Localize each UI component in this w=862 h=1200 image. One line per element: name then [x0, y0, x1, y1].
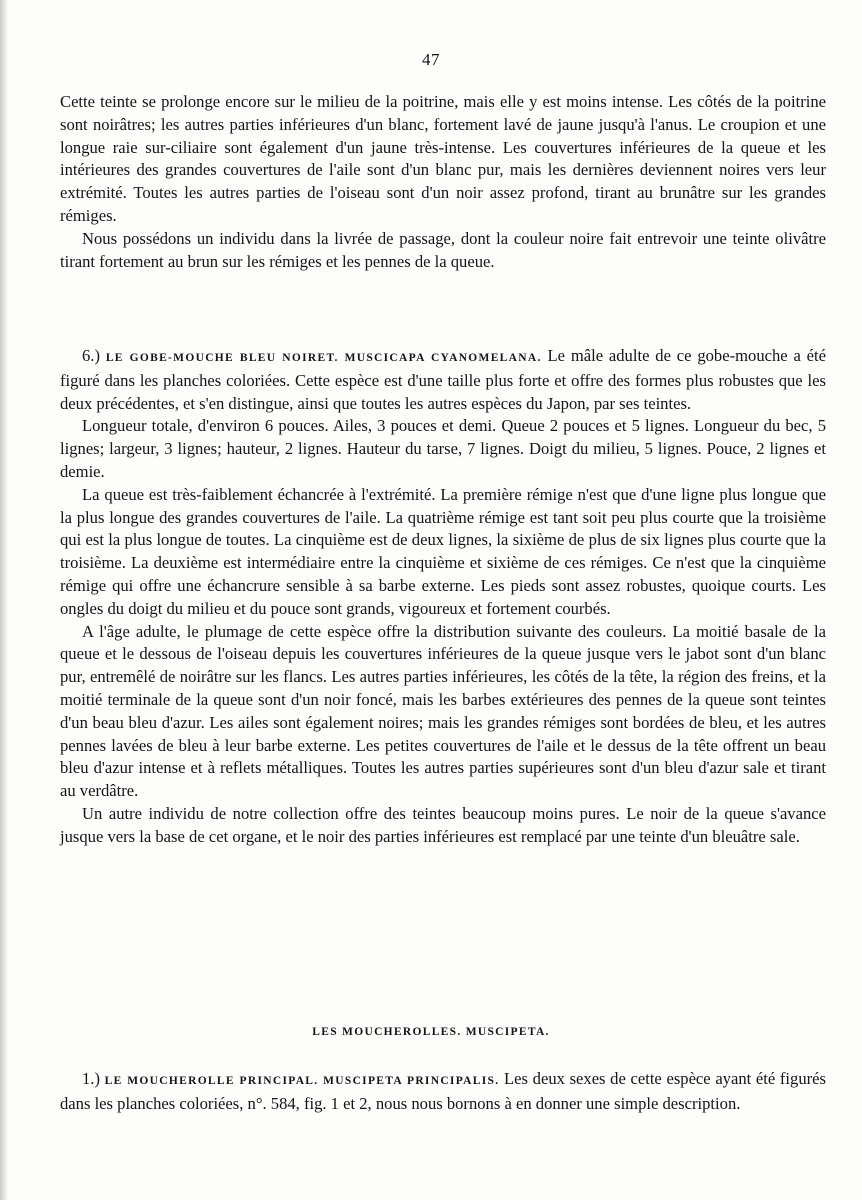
page-number: 47 — [422, 50, 440, 69]
continued-description — [60, 91, 826, 273]
species-number: 1.) — [82, 1069, 100, 1088]
species-common-name: LE GOBE-MOUCHE BLEU NOIRET. — [105, 352, 339, 364]
tail-wing-paragraph: La queue est très-faiblement échancrée à l'extrémité. La première rémige n'est que d'une ligne plus longue que la plus longue des grandes couvertures de l'aile. La quatrième rémige est tant soit peu plus courte que la troisième qui est la plus longue de toutes. La cinquième est de deux lignes, la sixième de plus de six lignes plus courte que la troisième. La deuxième est intermédiaire entre la cinquième et sixième de ces rémiges. Ce n'est que la cinquième rémige qui offre une échancrure sensible à sa barbe externe. Les pieds sont assez robustes, quoique courts. Les ongles du doigt du milieu et du pouce sont grands, vigoureux et fortement courbés. — [60, 484, 826, 618]
species-entry-gobe-mouche-bleu-noiret — [60, 345, 826, 849]
species-number: 6.) — [82, 346, 100, 365]
section-heading: LES MOUCHEROLLES. MUSCIPETA. — [312, 1026, 550, 1038]
species-heading-paragraph — [60, 345, 826, 415]
species-latin-name: MUSCIPETA PRINCIPALIS. — [323, 1075, 500, 1087]
species-latin-name: MUSCICAPA CYANOMELANA. — [344, 352, 542, 364]
species-heading-paragraph — [60, 1068, 826, 1116]
paragraph: Nous possédons un individu dans la livrée de passage, dont la couleur noire fait entrevoir une teinte olivâtre tirant fortement au brun sur les rémiges et les pennes de la queue. — [60, 228, 826, 271]
species-intro: Le mâle adulte de ce gobe-mouche a été figuré dans les planches coloriées. Cette espèce est d'une taille plus forte et offre des formes plus robustes que les deux précédentes, et s'en distingue, ainsi que toutes les autres espèces du Japon, par ses teintes. — [60, 346, 827, 413]
adult-plumage-paragraph: A l'âge adulte, le plumage de cette espèce offre la distribution suivante des couleurs. La moitié basale de la queue et le dessous de l'oiseau depuis les couvertures inférieures de la queue jusque vers le jabot sont d'un blanc pur, entremêlé de noirâtre sur les flancs. Les autres parties inférieures, les côtés de la tête, la région des freins, et la moitié terminale de la queue sont d'un noir foncé, mais les barbes extérieures des pennes de la queue sont teintes d'un beau bleu d'azur. Les ailes sont également noires; mais les grandes rémiges sont bordées de bleu, et les autres pennes lavées de bleu à leur barbe externe. Les petites couvertures de l'aile et le dessus de la tête offrent un beau bleu d'azur intense et à reflets métalliques. Toutes les autres parties supérieures sont d'un bleu d'azur sale et tirant au verdâtre. — [60, 621, 826, 801]
page-edge-shadow — [0, 0, 8, 1200]
species-intro: Les deux sexes de cette espèce ayant été figurés dans les planches coloriées, n°. 584, fig. 1 et 2, nous nous bornons à en donner une simple description. — [60, 1069, 826, 1113]
measurements-paragraph: Longueur totale, d'environ 6 pouces. Ailes, 3 pouces et demi. Queue 2 pouces et 5 lignes. Longueur du bec, 5 lignes; largeur, 3 lignes; hauteur, 2 lignes. Hauteur du tarse, 7 lignes. Doigt du milieu, 5 lignes. Pouce, 2 lignes et demie. — [60, 416, 826, 481]
species-entry-moucherolle-principal — [60, 1068, 826, 1116]
species-common-name: LE MOUCHEROLLE PRINCIPAL. — [104, 1075, 319, 1087]
other-specimen-paragraph: Un autre individu de notre collection offre des teintes beaucoup moins pures. Le noir de la queue s'avance jusque vers la base de cet organe, et le noir des parties inférieures est remplacé par une teinte d'un bleuâtre sale. — [60, 803, 826, 846]
paragraph: Cette teinte se prolonge encore sur le milieu de la poitrine, mais elle y est moins intense. Les côtés de la poitrine sont noirâtres; les autres parties inférieures d'un blanc, fortement lavé de jaune jusqu'à l'anus. Le croupion et une longue raie sur-ciliaire sont également d'un jaune très-intense. Les couvertures inférieures de la queue et les intérieures des grandes couvertures de l'aile sont d'un blanc pur, mais les dernières deviennent noires vers leur extrémité. Toutes les autres parties de l'oiseau sont d'un noir assez profond, tirant au brunâtre sur les grandes rémiges. — [60, 92, 826, 225]
